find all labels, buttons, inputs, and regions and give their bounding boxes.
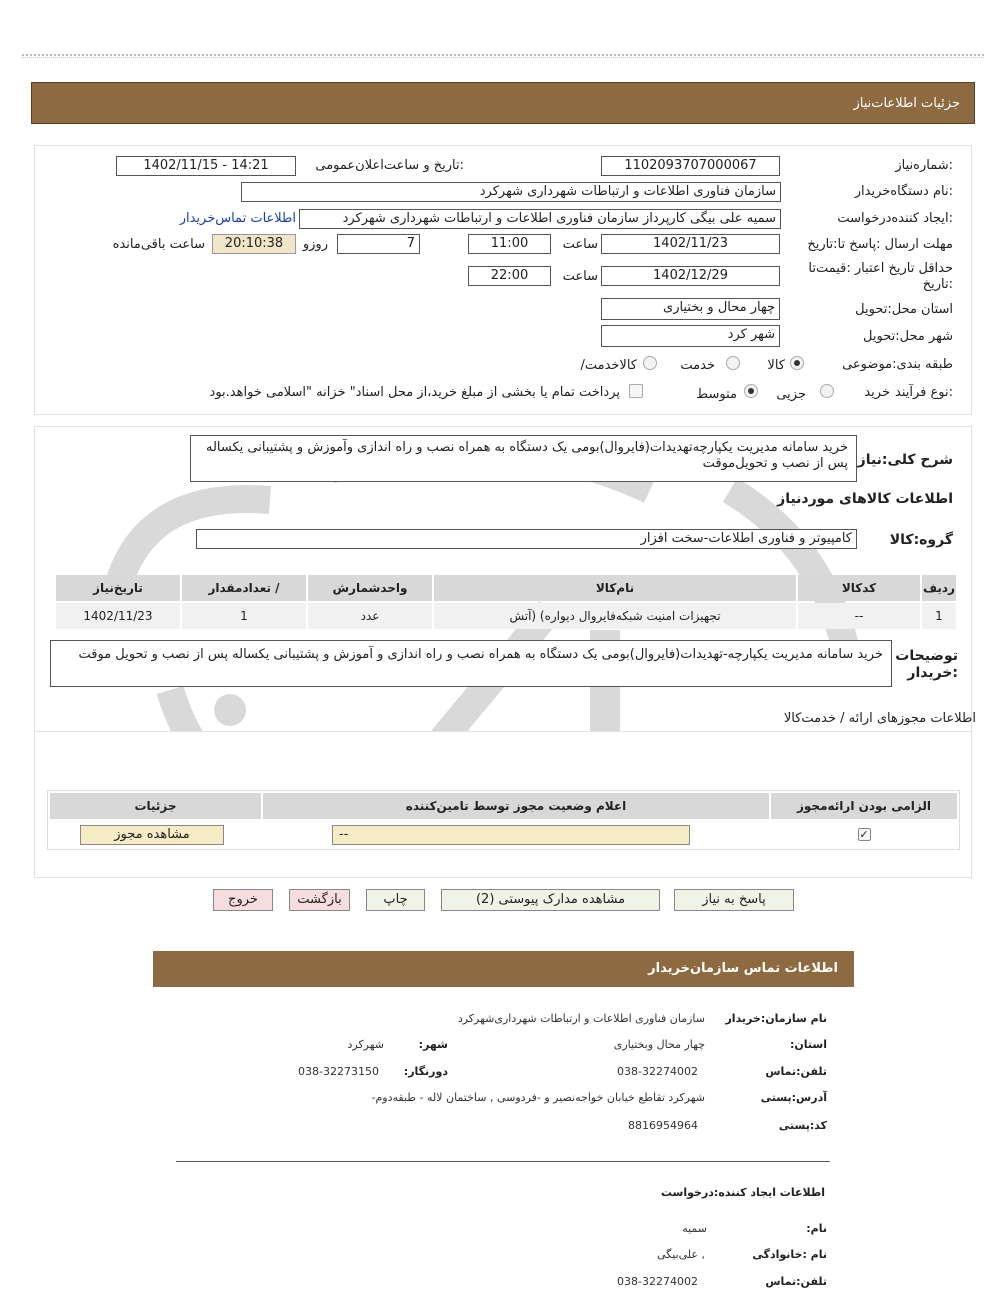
send-date-field: 1402/11/23 [601, 234, 780, 254]
proc-partial-label: جزیی [776, 387, 806, 402]
proc-buy-label: خرید [864, 385, 890, 400]
radio-partial[interactable] [820, 384, 834, 398]
send-deadline-label: مهلت ارسال :پاسخ تا:تاریخ [807, 237, 953, 252]
table-row [56, 603, 956, 629]
cell-date: 1402/11/23 [56, 603, 180, 629]
days-field: 7 [337, 234, 420, 254]
group-field: کامپیوتر و فناوری اطلاعات-سخت افزار [196, 529, 857, 549]
name-value: سمیه [682, 1222, 707, 1235]
creator-phone-value: 038-32274002 [617, 1275, 698, 1288]
send-time-label: ساعت [562, 237, 598, 252]
city-value: شهرکرد [347, 1038, 384, 1051]
org-label: نام سازمان:خریدار [725, 1012, 827, 1025]
permits-title: اطلاعات مجوزهای ارائه / خدمت‌کالا [783, 711, 976, 726]
permit-status-field: -- [332, 825, 690, 845]
need-number-label: شماره‌نیاز: [895, 158, 953, 173]
cat-both-label: /کالاخدمت [580, 358, 637, 373]
phone-value: 038-32274002 [617, 1065, 698, 1078]
buyer-notes-field: خرید سامانه مدیریت یکپارچه-تهدیدات(فایروال)بومی یک دستگاه به همراه نصب و راه اندازی و آموزش و پشتیبانی یکساله پس از نصب و تحویل موقت [50, 640, 892, 687]
days-label: روزو [302, 237, 328, 252]
th-details: جزئیات [50, 793, 261, 819]
th-code: کدکالا [798, 575, 920, 601]
family-value: علی‌بیگی , [657, 1248, 705, 1261]
back-button[interactable]: بازگشت [289, 889, 350, 911]
payment-checkbox[interactable] [629, 384, 643, 398]
city-label-2: :شهر [418, 1038, 448, 1051]
cell-qty: 1 [182, 603, 306, 629]
announce-label: تاریخ و ساعت‌اعلان‌عمومی: [315, 158, 464, 173]
validity-time-field: 22:00 [468, 266, 551, 286]
creator-phone-label: تلفن:تماس [765, 1275, 827, 1288]
need-number-field: 1102093707000067 [601, 156, 780, 176]
buyer-org-field: سازمان فناوری اطلاعات و ارتباطات شهرداری شهرکرد [241, 182, 781, 202]
validity-date-field: 1402/12/29 [601, 266, 780, 286]
fax-value: 038-32273150 [298, 1065, 379, 1078]
payment-note: پرداخت تمام یا بخشی از مبلغ خرید،از محل اسناد" خزانه "اسلامی خواهد.بود [209, 385, 620, 400]
cell-code: -- [798, 603, 920, 629]
category-label: طبقه بندی:موضوعی [842, 357, 953, 372]
top-divider [22, 54, 984, 58]
radio-service[interactable] [726, 356, 740, 370]
name-label: :نام [806, 1222, 827, 1235]
cell-required [771, 821, 957, 847]
postal-value: 8816954964 [628, 1119, 698, 1132]
cell-unit: عدد [308, 603, 432, 629]
address-value: -شهرکرد تقاطع خیابان خواجه‌نصیر و -فردوسی , ساختمان لاله - طبقه‌دوم [371, 1091, 705, 1104]
buyer-org-label: نام دستگاه‌خریدار: [854, 184, 953, 199]
required-check-icon: ✓ [859, 828, 869, 841]
family-label: نام :خانوادگی [752, 1248, 827, 1261]
validity-label: حداقل تاریخ اعتبار :قیمت‌تا :تاریخ [808, 261, 953, 292]
contact-header-title: اطلاعات تماس سازمان‌خریدار [648, 961, 838, 976]
province-value: چهار محال وبختیاری [613, 1038, 705, 1051]
header-title: جزئیات اطلاعات‌نیاز [853, 96, 960, 111]
cell-name: تجهیزات امنیت شبکه‌فایروال دیواره) (آتش [434, 603, 796, 629]
th-row: ردیف [922, 575, 956, 601]
th-required: الزامی بودن ارائه‌مجوز [771, 793, 957, 819]
contact-divider [176, 1161, 830, 1162]
th-date: تاریخ‌نیاز [56, 575, 180, 601]
remaining-time: 20:10:38 [212, 234, 296, 254]
page-header [31, 82, 975, 124]
remaining-label: ساعت باقی‌مانده [112, 237, 205, 252]
province-label-2: :استان [789, 1038, 827, 1051]
send-time-field: 11:00 [468, 234, 551, 254]
cell-row: 1 [922, 603, 956, 629]
print-button[interactable]: چاپ [366, 889, 425, 911]
group-label: گروه:کالا [889, 532, 953, 548]
creator-label: ایجاد کننده‌درخواست: [837, 211, 953, 226]
goods-table [54, 573, 958, 631]
view-permit-button[interactable]: مشاهده مجوز [80, 825, 224, 845]
reply-button[interactable]: پاسخ به نیاز [674, 889, 794, 911]
creator-section-title: اطلاعات ایجاد کننده:درخواست [660, 1186, 825, 1199]
address-label: آدرس:پستی [760, 1091, 827, 1104]
exit-button[interactable]: خروج [213, 889, 273, 911]
org-value: سازمان فناوری اطلاعات و ارتباطات شهرداری‌شهرکرد [457, 1012, 705, 1025]
radio-medium[interactable] [744, 384, 758, 398]
validity-time-label: ساعت [562, 269, 598, 284]
buyer-notes-label: توضیحات :خریدار [895, 648, 958, 681]
th-name: نام‌کالا [434, 575, 796, 601]
buyer-contact-link[interactable]: اطلاعات تماس‌خریدار [179, 211, 296, 226]
fax-label: :دورنگار [403, 1065, 448, 1078]
description-label: شرح کلی:نیاز [857, 452, 953, 468]
city-label: شهر محل:تحویل [863, 329, 953, 344]
th-status: اعلام وضعیت مجوز توسط تامین‌کننده [263, 793, 769, 819]
th-qty: / تعدادمقدار [182, 575, 306, 601]
province-label: استان محل:تحویل [855, 302, 953, 317]
city-field: شهر کرد [601, 325, 780, 347]
creator-field: سمیه علی بیگی کارپرداز سازمان فناوری اطلاعات و ارتباطات شهرداری شهرکرد [299, 209, 781, 229]
contact-header [153, 951, 854, 987]
postal-label: کد:پستی [778, 1119, 827, 1132]
cat-service-label: خدمت [680, 358, 715, 373]
radio-goods[interactable] [790, 356, 804, 370]
announce-field: 1402/11/15 - 14:21 [116, 156, 296, 176]
phone-label: تلفن:تماس [765, 1065, 827, 1078]
province-field: چهار محال و بختیاری [601, 298, 780, 320]
th-unit: واحدشمارش [308, 575, 432, 601]
process-label: نوع فرآیند: [895, 385, 953, 400]
radio-goods-service[interactable] [643, 356, 657, 370]
cat-goods-label: کالا [767, 358, 785, 373]
description-field: خرید سامانه مدیریت یکپارچه‌تهدیدات(فایروال)بومی یک دستگاه به همراه نصب و راه اندازی وآموزش و پشتیبانی یکساله پس از نصب و تحویل‌موقت [190, 435, 857, 482]
view-documents-button[interactable]: مشاهده مدارک پیوستی (2) [441, 889, 660, 911]
proc-medium-label: متوسط [696, 387, 737, 402]
goods-title: اطلاعات کالاهای موردنیاز [777, 491, 953, 507]
